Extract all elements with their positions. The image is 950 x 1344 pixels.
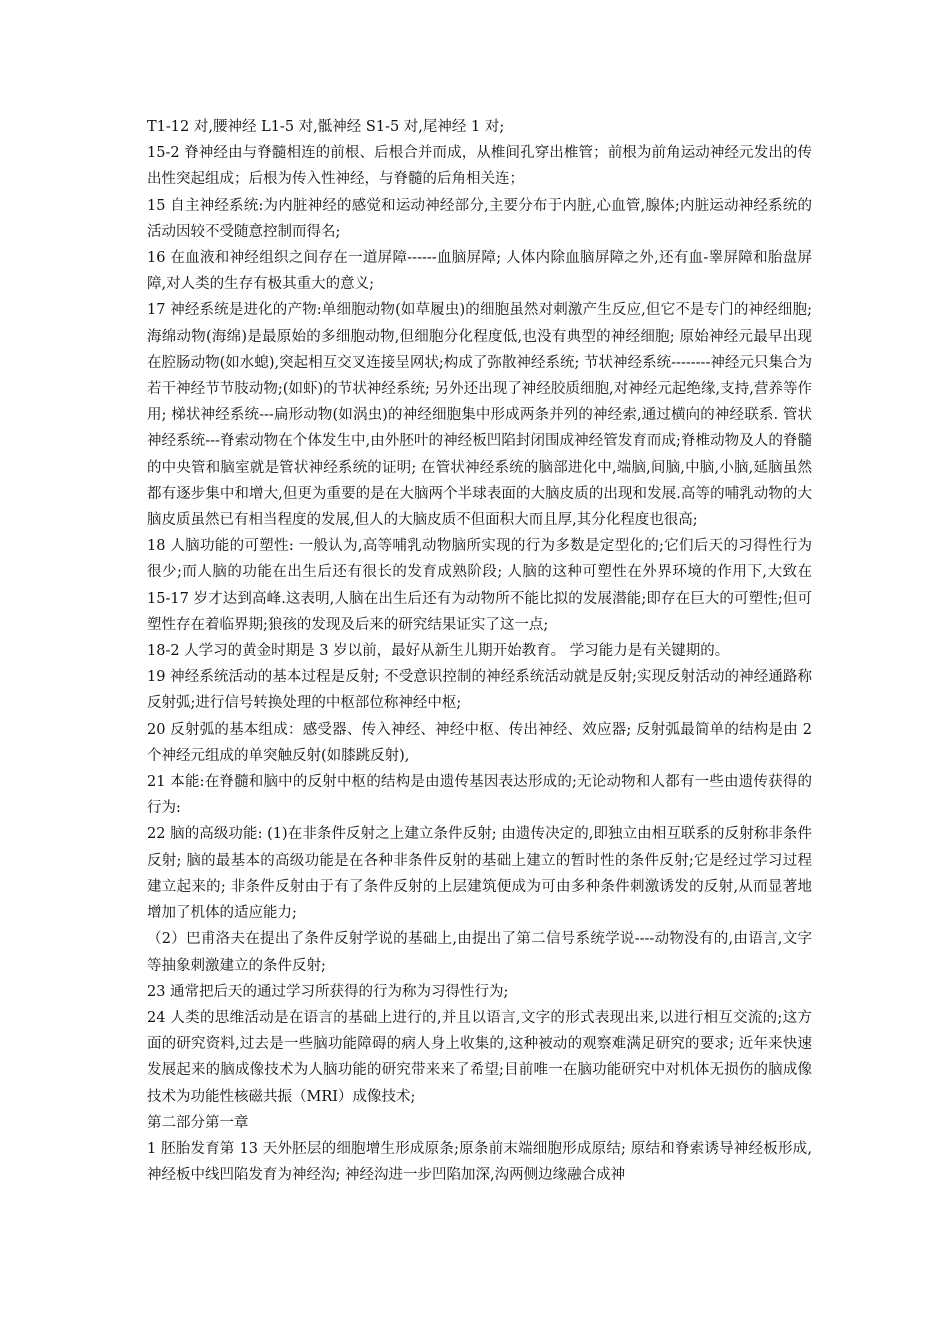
paragraph-pavlov-second-signal: （2）巴甫洛夫在提出了条件反射学说的基础上,由提出了第二信号系统学说----动物没有的,由语言,文字等抽象刺激建立的条件反射;: [147, 931, 812, 974]
document-page: [147, 114, 812, 1188]
paragraph-reflex-arc-components: 20 反射弧的基本组成：感受器、传入神经、神经中枢、传出神经、效应器; 反射弧最简单的结构是由 2 个神经元组成的单突触反射(如膝跳反射),: [147, 721, 812, 764]
paragraph-reflex-basics: 19 神经系统活动的基本过程是反射; 不受意识控制的神经系统活动就是反射;实现反射活动的神经通路称反射弧;进行信号转换处理的中枢部位称神经中枢;: [147, 669, 812, 712]
paragraph-spinal-nerve-roots: 15-2 脊神经由与脊髓相连的前根、后根合并而成，从椎间孔穿出椎管；前根为前角运动神经元发出的传出性突起组成；后根为传入性神经，与脊髓的后角相关连；: [147, 145, 812, 188]
section-heading-part2-chapter1: 第二部分第一章: [147, 1114, 249, 1131]
paragraph-blood-brain-barrier: 16 在血液和神经组织之间存在一道屏障------血脑屏障; 人体内除血脑屏障之外,还有血-睾屏障和胎盘屏障,对人类的生存有极其重大的意义;: [147, 250, 812, 293]
paragraph-golden-learning-period: 18-2 人学习的黄金时期是 3 岁以前，最好从新生儿期开始教育。 学习能力是有关键期的。: [147, 643, 730, 660]
paragraph-thinking-and-language: 24 人类的思维活动是在语言的基础上进行的,并且以语言,文字的形式表现出来,以进行相互交流的;这方面的研究资料,过去是一些脑功能障碍的病人身上收集的,这种被动的观察难满足研究的要求; 近年来快速发展起来的脑成像技术为人脑功能的研究带来来了希望;目前唯一在脑功能研究中对机体无损伤的脑成像技术为功能性核磁共振（MRI）成像技术;: [147, 1009, 812, 1105]
paragraph-higher-brain-functions: 22 脑的高级功能: (1)在非条件反射之上建立条件反射; 由遗传决定的,即独立由相互联系的反射称非条件反射; 脑的最基本的高级功能是在各种非条件反射的基础上建立的暂时性的条件反射;它是经过学习过程建立起来的; 非条件反射由于有了条件反射的上层建筑便成为可由多种条件刺激诱发的反射,从而显著地增加了机体的适应能力;: [147, 826, 812, 922]
paragraph-embryo-development: 1 胚胎发育第 13 天外胚层的细胞增生形成原条;原条前末端细胞形成原结; 原结和脊索诱导神经板形成,神经板中线凹陷发育为神经沟; 神经沟进一步凹陷加深,沟两侧边缘融合成神: [147, 1140, 812, 1184]
paragraph-brain-plasticity: 18 人脑功能的可塑性: 一般认为,高等哺乳动物脑所实现的行为多数是定型化的;它们后天的习得性行为很少;而人脑的功能在出生后还有很长的发育成熟阶段; 人脑的这种可塑性在外界环境的作用下,大致在 15-17 岁才达到高峰.这表明,人脑在出生后还有为动物所不能比拟的发展潜能;即存在巨大的可塑性;但可塑性存在着临界期;狼孩的发现及后来的研究结果证实了这一点;: [147, 538, 812, 633]
paragraph-spinal-nerve-count: T1-12 对,腰神经 L1-5 对,骶神经 S1-5 对,尾神经 1 对;: [147, 119, 505, 135]
paragraph-instinct: 21 本能:在脊髓和脑中的反射中枢的结构是由遗传基因表达形成的;无论动物和人都有一些由遗传获得的行为:: [147, 774, 812, 817]
paragraph-nervous-system-evolution: 17 神经系统是进化的产物:单细胞动物(如草履虫)的细胞虽然对刺激产生反应,但它不是专门的神经细胞; 海绵动物(海绵)是最原始的多细胞动物,但细胞分化程度低,也没有典型的神经细胞; 原始神经元最早出现在腔肠动物(如水螅),突起相互交叉连接呈网状;构成了弥散神经系统; 节状神经系统--------神经元只集合为若干神经节节肢动物;(如虾)的节状神经系统; 另外还出现了神经胶质细胞,对神经元起绝缘,支持,营养等作用; 梯状神经系统---扁形动物(如涡虫)的神经细胞集中形成两条并列的神经索,通过横向的神经联系. 管状神经系统---脊索动物在个体发生中,由外胚叶的神经板凹陷封闭围成神经管发育而成;脊椎动物及人的脊髓的中央管和脑室就是管状神经系统的证明; 在管状神经系统的脑部进化中,端脑,间脑,中脑,小脑,延脑虽然都有逐步集中和增大,但更为重要的是在大脑两个半球表面的大脑皮质的出现和发展.高等的哺乳动物的大脑皮质虽然已有相当程度的发展,但人的大脑皮质不但面积大而且厚,其分化程度也很高;: [147, 302, 812, 529]
paragraph-learned-behavior: 23 通常把后天的通过学习所获得的行为称为习得性行为;: [147, 983, 509, 1000]
paragraph-autonomic-nervous-system: 15 自主神经系统:为内脏神经的感觉和运动神经部分,主要分布于内脏,心血管,腺体;内脏运动神经系统的活动因较不受随意控制而得名;: [147, 197, 812, 240]
